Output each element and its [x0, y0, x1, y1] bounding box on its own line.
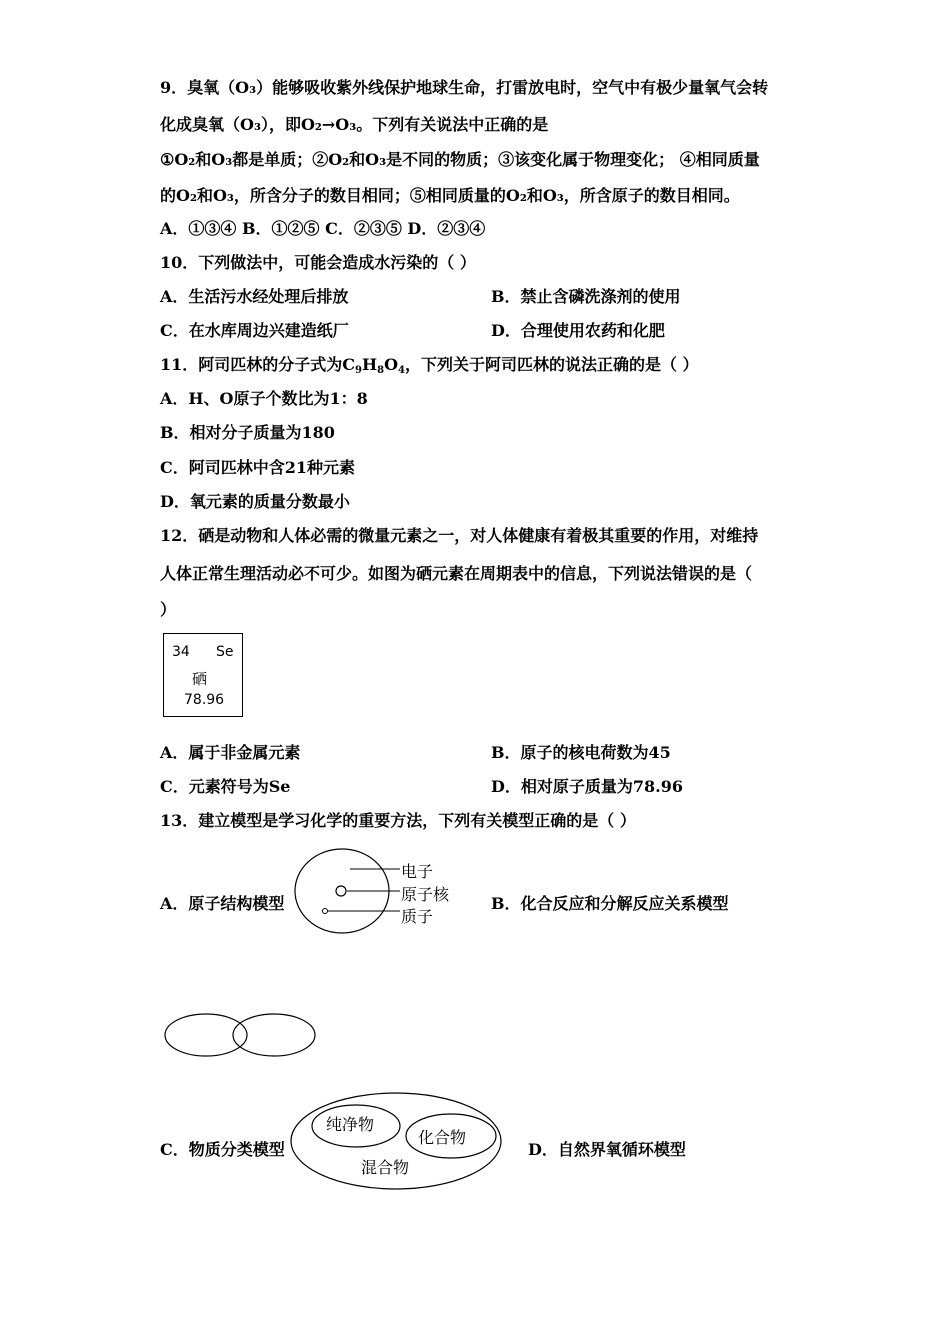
label-proton: 质子	[401, 907, 434, 926]
q10-option-c: C．在水库周边兴建造纸厂	[160, 321, 349, 340]
selenium-element-card	[163, 633, 243, 717]
q11-h: H	[361, 355, 378, 374]
right-ellipse	[233, 1014, 315, 1056]
left-ellipse	[165, 1014, 247, 1056]
q12-option-d: D．相对原子质量为78.96	[491, 777, 683, 796]
q9-line1: 9．臭氧（O₃）能够吸收紫外线保护地球生命，打雷放电时，空气中有极少量氧气会转	[160, 78, 769, 97]
q12-option-a: A．属于非金属元素	[160, 743, 301, 762]
atom-small-dot	[323, 909, 328, 914]
q12-option-b: B．原子的核电荷数为45	[491, 743, 671, 762]
reaction-relationship-diagram	[160, 1008, 322, 1064]
atomic-number: 34	[172, 644, 190, 660]
q13-option-c: C．物质分类模型	[160, 1140, 285, 1159]
q12-line2: 人体正常生理活动必不可少。如图为硒元素在周期表中的信息，下列说法错误的是（	[160, 564, 753, 583]
q10-option-b: B．禁止含磷洗涤剂的使用	[491, 287, 681, 306]
q12-line3: ）	[160, 600, 177, 619]
label-electron: 电子	[401, 862, 434, 881]
element-symbol: Se	[216, 644, 234, 660]
element-name: 硒	[192, 670, 208, 688]
q9-line3: ①O₂和O₃都是单质；②O₂和O₃是不同的物质；③该变化属于物理变化； ④相同质量	[160, 150, 760, 169]
atomic-mass: 78.96	[184, 692, 225, 708]
q11-option-c: C．阿司匹林中含21种元素	[160, 458, 356, 477]
q10-option-a: A．生活污水经处理后排放	[160, 287, 349, 306]
q13-option-a: A．原子结构模型	[160, 894, 285, 913]
q13-stem: 13．建立模型是学习化学的重要方法，下列有关模型正确的是（ ）	[160, 811, 636, 830]
q11-stem	[160, 355, 699, 375]
q9-line4: 的O₂和O₃，所含分子的数目相同；⑤相同质量的O₂和O₃，所含原子的数目相同。	[160, 186, 740, 205]
q11-sub-c: 9	[355, 365, 362, 376]
q11-stem-post: ，下列关于阿司匹林的说法正确的是（ ）	[404, 355, 699, 374]
substance-classification-diagram	[288, 1088, 506, 1194]
q11-stem-pre: 11．阿司匹林的分子式为C	[160, 355, 356, 374]
q11-o: O	[384, 355, 399, 374]
q13-option-d: D．自然界氧循环模型	[528, 1140, 686, 1159]
q11-option-a: A．H、O原子个数比为1：8	[160, 389, 368, 408]
q11-sub-h: 8	[377, 365, 385, 376]
q11-option-d: D．氧元素的质量分数最小	[160, 492, 350, 511]
label-nucleus: 原子核	[401, 885, 450, 904]
q11-sub-o: 4	[398, 365, 405, 376]
label-pure-substance: 纯净物	[326, 1115, 375, 1134]
atom-nucleus-circle	[336, 886, 346, 896]
q12-line1: 12．硒是动物和人体必需的微量元素之一，对人体健康有着极其重要的作用，对维持	[160, 526, 759, 545]
atom-structure-diagram	[290, 845, 470, 940]
q11-option-b: B．相对分子质量为180	[160, 423, 335, 442]
q10-stem: 10．下列做法中，可能会造成水污染的（ ）	[160, 253, 476, 272]
q13-option-b: B．化合反应和分解反应关系模型	[491, 894, 729, 913]
label-compound: 化合物	[418, 1128, 467, 1147]
q10-option-d: D．合理使用农药和化肥	[491, 321, 665, 340]
q12-option-c: C．元素符号为Se	[160, 777, 291, 796]
label-mixture: 混合物	[361, 1158, 410, 1177]
q9-options: A．①③④ B．①②⑤ C．②③⑤ D．②③④	[160, 219, 486, 238]
q9-line2: 化成臭氧（O₃），即O₂→O₃。下列有关说法中正确的是	[160, 115, 549, 134]
